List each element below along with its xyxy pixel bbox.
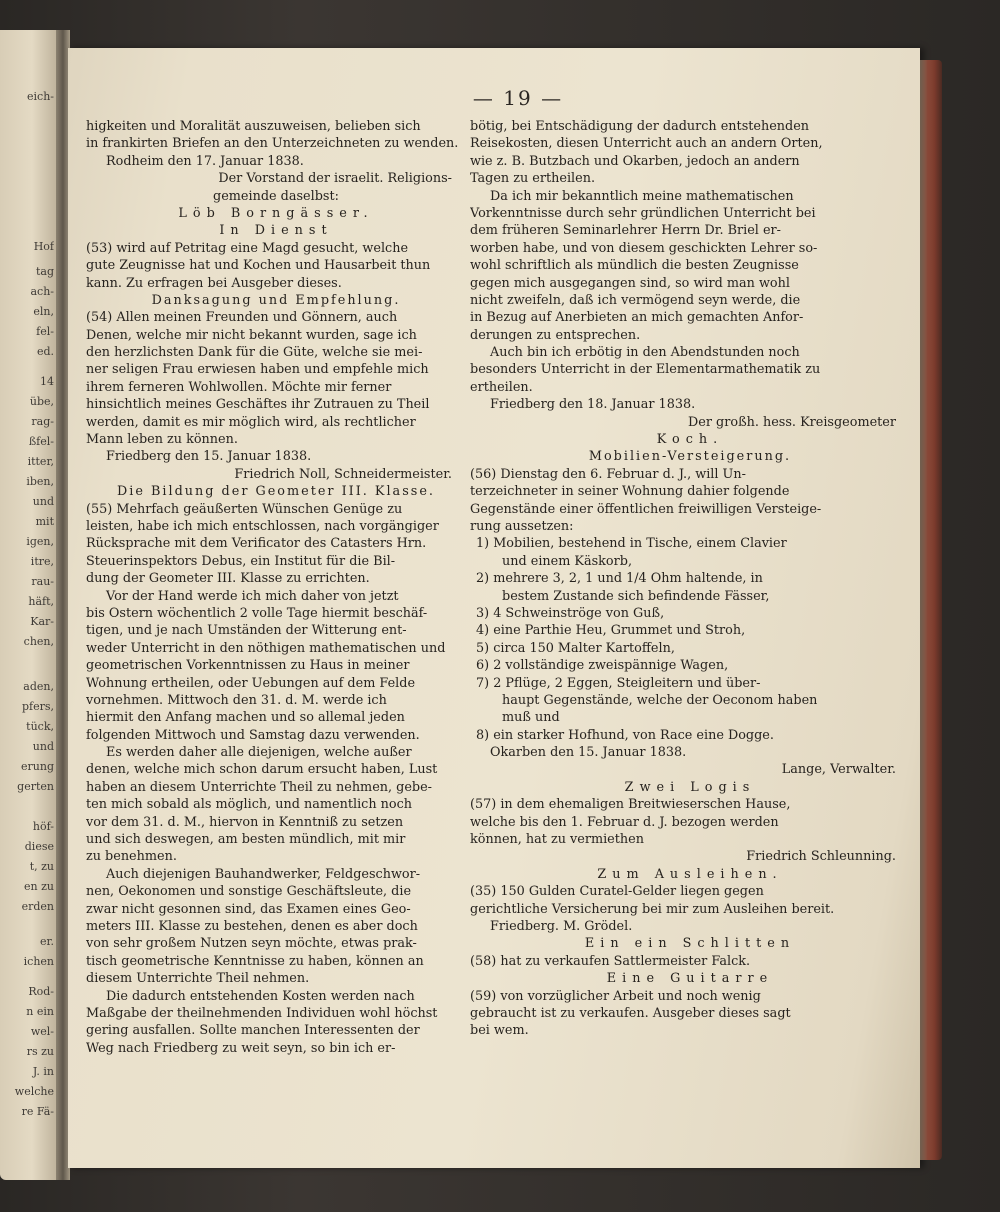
text-line: 3) 4 Schweinströge von Guß,: [476, 605, 665, 621]
text-line: Vorkenntnisse durch sehr gründlichen Unterricht bei: [470, 205, 816, 221]
text-line: besonders Unterricht in der Elementarmathematik zu: [470, 362, 821, 378]
text-line: haupt Gegenstände, welche der Oeconom haben: [502, 692, 818, 708]
text-line: Auch diejenigen Bauhandwerker, Feldgeschwor-: [106, 866, 421, 882]
text-line: vornehmen. Mittwoch den 31. d. M. werde ich: [86, 692, 387, 708]
text-line: In Dienst: [219, 223, 333, 239]
text-line: 5) circa 150 Malter Kartoffeln,: [476, 640, 675, 656]
left-page-text-fragment: und: [32, 740, 54, 753]
text-line: welche bis den 1. Februar d. J. bezogen werden: [470, 814, 779, 830]
text-line: gerichtliche Versicherung bei mir zum Ausleihen bereit.: [470, 901, 835, 917]
left-page-text-fragment: pfers,: [21, 700, 54, 713]
left-page-text-fragment: iben,: [26, 475, 54, 488]
text-line: Friedberg. M. Grödel.: [490, 918, 633, 934]
left-page-text-fragment: tück,: [26, 720, 54, 733]
text-line: 6) 2 vollständige zweispännige Wagen,: [476, 658, 729, 674]
page-edge: [918, 60, 942, 1160]
text-line: Zum Ausleihen.: [597, 866, 783, 882]
left-page-text-fragment: itre,: [30, 555, 54, 568]
left-page-text-fragment: Hof: [33, 240, 54, 253]
text-line: leisten, habe ich mich entschlossen, nach vorgängiger: [86, 518, 439, 534]
text-line: Auch bin ich erbötig in den Abendstunden noch: [490, 345, 800, 361]
text-line: Friedrich Schleunning.: [746, 849, 896, 865]
text-line: ner seligen Frau erwiesen haben und empfehle mich: [86, 362, 429, 378]
text-line: (56) Dienstag den 6. Februar d. J., will Un-: [470, 466, 746, 482]
left-page-text-fragment: häft,: [28, 595, 54, 608]
left-page-text-fragment: eich-: [27, 90, 54, 103]
left-page-text-fragment: fel-: [36, 325, 54, 338]
left-page-text-fragment: ach-: [30, 285, 54, 298]
text-line: hinsichtlich meines Geschäftes ihr Zutrauen zu Theil: [86, 397, 430, 413]
left-page-text-fragment: ßfel-: [28, 435, 54, 448]
text-line: Weg nach Friedberg zu weit seyn, so bin ich er-: [86, 1040, 396, 1056]
left-page-text-fragment: erden: [21, 900, 54, 913]
text-line: Vor der Hand werde ich mich daher von jetzt: [106, 588, 399, 604]
text-line: tigen, und je nach Umständen der Witterung ent-: [86, 623, 407, 639]
text-line: Rücksprache mit dem Verificator des Catasters Hrn.: [86, 536, 427, 552]
text-line: dung der Geometer III. Klasse zu errichten.: [86, 571, 370, 587]
text-line: rung aussetzen:: [470, 518, 574, 534]
text-line: (58) hat zu verkaufen Sattlermeister Falck.: [470, 953, 751, 969]
text-line: gemeinde daselbst:: [213, 188, 339, 204]
text-line: gute Zeugnisse hat und Kochen und Hausarbeit thun: [86, 258, 431, 274]
text-line: 7) 2 Pflüge, 2 Eggen, Steigleitern und über-: [476, 675, 761, 691]
text-line: in Bezug auf Anerbieten an mich gemachten Anfor-: [470, 310, 804, 326]
left-page-text-fragment: wel-: [30, 1025, 54, 1038]
text-line: Eine Guitarre: [606, 971, 774, 987]
text-line: Mobilien-Versteigerung.: [588, 449, 792, 465]
text-line: (53) wird auf Petritag eine Magd gesucht, welche: [86, 240, 409, 256]
left-column: [86, 118, 466, 1057]
text-line: Zwei Logis: [624, 779, 756, 795]
left-page-text-fragment: ichen: [23, 955, 54, 968]
document-page: [68, 48, 920, 1168]
text-line: Okarben den 15. Januar 1838.: [490, 745, 687, 761]
text-line: Steuerinspektors Debus, ein Institut für die Bil-: [86, 553, 396, 569]
left-page-text-fragment: er.: [39, 935, 54, 948]
text-line: Maßgabe der theilnehmenden Individuen wohl höchst: [86, 1005, 438, 1021]
left-page-text-fragment: rag-: [31, 415, 54, 428]
text-line: von sehr großem Nutzen seyn möchte, etwas prak-: [86, 936, 417, 952]
text-line: bis Ostern wöchentlich 2 volle Tage hiermit beschäf-: [86, 605, 428, 621]
text-line: Rodheim den 17. Januar 1838.: [106, 153, 304, 169]
left-page-text-fragment: rs zu: [26, 1045, 54, 1058]
text-line: hiermit den Anfang machen und so allemal jeden: [86, 710, 405, 726]
text-line: wohl schriftlich als mündlich die besten Zeugnisse: [470, 258, 799, 274]
text-line: folgenden Mittwoch und Samstag dazu verwenden.: [86, 727, 420, 743]
left-page-fragment: [0, 30, 58, 1180]
text-line: den herzlichsten Dank für die Güte, welche sie mei-: [86, 345, 423, 361]
text-line: Der Vorstand der israelit. Religions-: [218, 171, 452, 187]
left-page-text-fragment: mit: [35, 515, 54, 528]
text-line: Denen, welche mir nicht bekannt wurden, sage ich: [86, 327, 417, 343]
text-line: nen, Oekonomen und sonstige Geschäftsleute, die: [86, 884, 412, 900]
left-page-text-fragment: J. in: [32, 1065, 54, 1078]
left-page-text-fragment: tag: [35, 265, 54, 278]
left-page-text-fragment: diese: [24, 840, 54, 853]
left-page-text-fragment: en zu: [24, 880, 54, 893]
left-page-text-fragment: Kar-: [30, 615, 54, 628]
text-line: gegen mich ausgegangen sind, so wird man wohl: [470, 275, 790, 291]
text-line: werden, damit es mir möglich wird, als rechtlicher: [86, 414, 416, 430]
text-line: Die Bildung der Geometer III. Klasse.: [117, 484, 435, 500]
text-line: denen, welche mich schon darum ersucht haben, Lust: [86, 762, 438, 778]
text-line: bestem Zustande sich befindende Fässer,: [502, 588, 770, 604]
text-line: diesem Unterrichte Theil nehmen.: [86, 971, 310, 987]
text-line: 4) eine Parthie Heu, Grummet und Stroh,: [476, 623, 746, 639]
page-number: — 19 —: [472, 86, 564, 110]
text-line: Gegenstände einer öffentlichen freiwilligen Versteige-: [470, 501, 822, 517]
left-page-text-fragment: itter,: [27, 455, 54, 468]
text-line: 2) mehrere 3, 2, 1 und 1/4 Ohm haltende, in: [476, 571, 763, 587]
text-line: gebraucht ist zu verkaufen. Ausgeber dieses sagt: [470, 1005, 791, 1021]
text-line: meters III. Klasse zu bestehen, denen es aber doch: [86, 918, 418, 934]
text-line: Koch.: [656, 432, 724, 448]
text-line: weder Unterricht in den nöthigen mathematischen und: [86, 640, 446, 656]
text-line: Reisekosten, diesen Unterricht auch an andern Orten,: [470, 136, 823, 152]
text-line: Ein ein Schlitten: [584, 936, 796, 952]
text-line: worben habe, und von diesem geschickten Lehrer so-: [470, 240, 818, 256]
text-line: und sich deswegen, am besten mündlich, mit mir: [86, 832, 406, 848]
left-page-text-fragment: n ein: [26, 1005, 54, 1018]
text-line: zu benehmen.: [86, 849, 177, 865]
text-line: 8) ein starker Hofhund, von Race eine Dogge.: [476, 727, 774, 743]
text-line: (59) von vorzüglicher Arbeit und noch wenig: [470, 988, 761, 1004]
text-line: bötig, bei Entschädigung der dadurch entstehenden: [470, 119, 810, 134]
text-line: geometrischen Vorkenntnissen zu Haus in meiner: [86, 658, 410, 674]
text-line: terzeichneter in seiner Wohnung dahier folgende: [470, 484, 790, 500]
text-line: derungen zu entsprechen.: [470, 327, 641, 343]
text-line: Löb Borngässer.: [178, 205, 374, 221]
text-line: (55) Mehrfach geäußerten Wünschen Genüge zu: [86, 501, 403, 517]
left-page-text-fragment: höf-: [32, 820, 54, 833]
text-line: ten mich sobald als möglich, und namentlich noch: [86, 797, 413, 813]
text-line: ertheilen.: [470, 379, 533, 395]
left-page-text-fragment: re Fä-: [21, 1105, 54, 1118]
text-line: vor dem 31. d. M., hiervon in Kenntniß zu setzen: [86, 814, 404, 830]
text-line: zwar nicht gesonnen sind, das Examen eines Geo-: [86, 901, 411, 917]
text-line: haben an diesem Unterrichte Theil zu nehmen, gebe-: [86, 779, 432, 795]
left-page-text-fragment: rau-: [31, 575, 54, 588]
text-line: gering ausfallen. Sollte manchen Interessenten der: [86, 1023, 420, 1039]
text-line: können, hat zu vermiethen: [470, 832, 644, 848]
left-page-text-fragment: übe,: [29, 395, 54, 408]
text-line: Die dadurch entstehenden Kosten werden nach: [106, 988, 415, 1004]
text-line: Friedrich Noll, Schneidermeister.: [234, 466, 452, 482]
left-page-text-fragment: igen,: [26, 535, 54, 548]
text-line: und einem Käskorb,: [502, 553, 633, 569]
text-line: Wohnung ertheilen, oder Uebungen auf dem Felde: [86, 675, 416, 691]
text-line: 1) Mobilien, bestehend in Tische, einem Clavier: [476, 536, 787, 552]
right-column: [470, 118, 910, 1040]
text-line: Friedberg den 18. Januar 1838.: [490, 397, 696, 413]
text-line: in frankirten Briefen an den Unterzeichneten zu wenden.: [86, 136, 459, 152]
text-line: kann. Zu erfragen bei Ausgeber dieses.: [86, 275, 342, 291]
left-page-text-fragment: ed.: [36, 345, 54, 358]
text-line: ihrem ferneren Wohlwollen. Möchte mir ferner: [86, 379, 392, 395]
text-line: wie z. B. Butzbach und Okarben, jedoch an andern: [470, 153, 800, 169]
text-line: tisch geometrische Kenntnisse zu haben, können an: [86, 953, 424, 969]
text-line: (54) Allen meinen Freunden und Gönnern, auch: [86, 310, 398, 326]
left-page-text-fragment: 14: [40, 375, 54, 388]
left-page-text-fragment: aden,: [23, 680, 54, 693]
text-line: Danksagung und Empfehlung.: [151, 292, 401, 308]
text-line: Mann leben zu können.: [86, 432, 238, 448]
left-page-text-fragment: Rod-: [28, 985, 54, 998]
text-line: nicht zweifeln, daß ich vermögend seyn werde, die: [470, 292, 801, 308]
text-line: dem früheren Seminarlehrer Herrn Dr. Briel er-: [470, 223, 781, 239]
left-page-text-fragment: chen,: [23, 635, 54, 648]
text-line: bei wem.: [470, 1023, 529, 1039]
text-line: (35) 150 Gulden Curatel-Gelder liegen gegen: [470, 884, 764, 900]
left-page-text-fragment: eln,: [33, 305, 54, 318]
text-line: higkeiten und Moralität auszuweisen, belieben sich: [86, 119, 421, 134]
text-line: Lange, Verwalter.: [781, 762, 896, 778]
text-line: Es werden daher alle diejenigen, welche außer: [106, 745, 412, 761]
left-page-text-fragment: welche: [14, 1085, 54, 1098]
left-page-text-fragment: t, zu: [29, 860, 54, 873]
text-line: Der großh. hess. Kreisgeometer: [688, 414, 896, 430]
left-page-text-fragment: und: [32, 495, 54, 508]
left-page-text-fragment: erung: [21, 760, 54, 773]
text-line: muß und: [502, 710, 560, 726]
text-line: (57) in dem ehemaligen Breitwieserschen Hause,: [470, 797, 791, 813]
left-page-text-fragment: gerten: [17, 780, 54, 793]
text-line: Friedberg den 15. Januar 1838.: [106, 449, 312, 465]
text-line: Tagen zu ertheilen.: [470, 171, 596, 187]
text-line: Da ich mir bekanntlich meine mathematischen: [490, 188, 794, 204]
